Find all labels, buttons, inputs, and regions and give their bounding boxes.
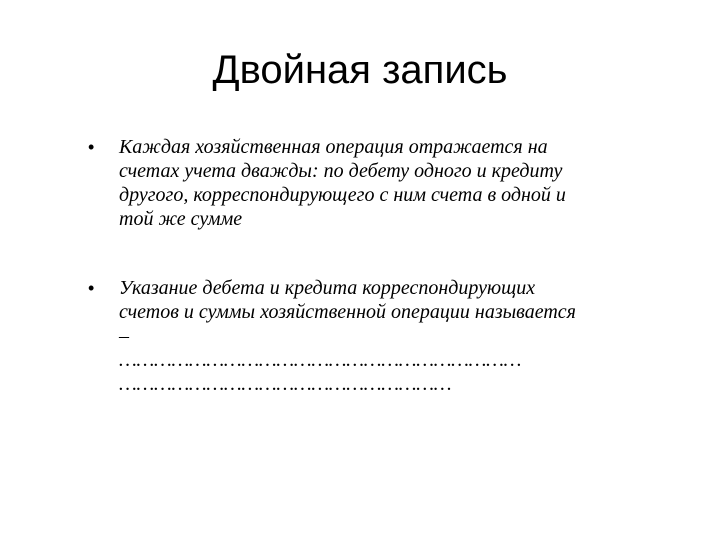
slide-title: Двойная запись [212, 48, 508, 92]
fill-in-blank-dots: ………………………………………………… [119, 373, 452, 395]
bullet-text-line: счетов и суммы хозяйственной операции называется [119, 301, 576, 323]
bullet-text-line: Указание дебета и кредита корреспондирующих [119, 277, 536, 299]
bullet-item-double-entry-rule [88, 135, 688, 231]
fill-in-blank-dots: …………………………………………………………… [119, 349, 522, 371]
bullet-text-line: другого, корреспондирующего с ним счета в одной и [119, 184, 566, 206]
bullet-item-fill-in-question [88, 276, 688, 396]
bullet-icon: • [88, 278, 95, 298]
bullet-text-line: той же сумме [119, 208, 243, 230]
bullet-text-line: – [119, 325, 129, 347]
bullet-text-line: счетах учета дважды: по дебету одного и кредиту [119, 160, 563, 182]
bullet-icon: • [88, 137, 95, 157]
bullet-list [88, 135, 688, 396]
bullet-text-line: Каждая хозяйственная операция отражается на [119, 136, 548, 158]
